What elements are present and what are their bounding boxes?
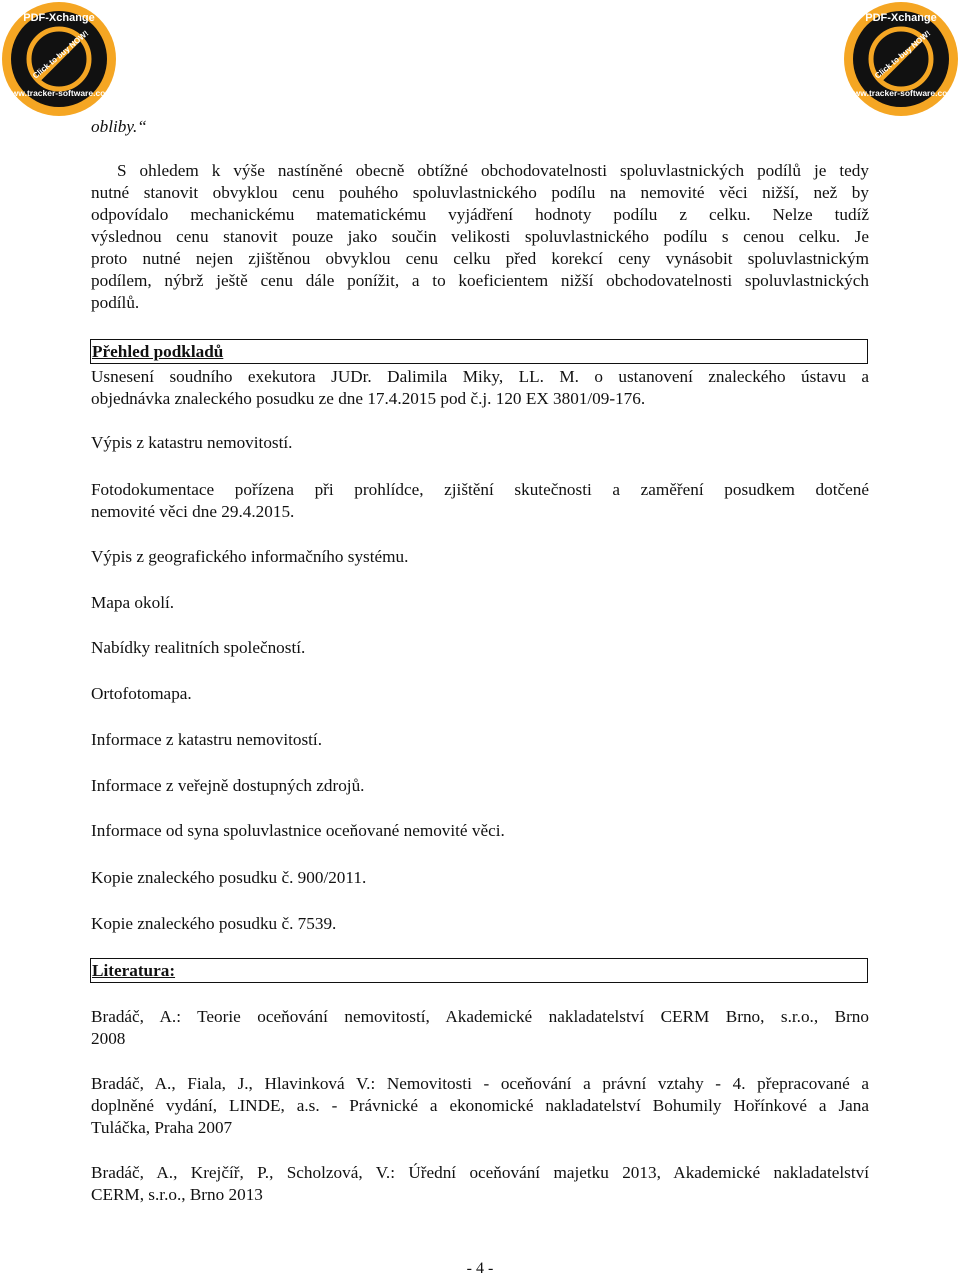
podklady-item: Kopie znaleckého posudku č. 900/2011. [91,868,367,887]
page-number: - 4 - [466,1260,494,1277]
literatura-ref-line: Bradáč, A., Krejčíř, P., Scholzová, V.: Úřední oceňování majetku 2013, Akademické nakladatelství [91,1163,869,1182]
intro-paragraph-line: proto nutné nejen zjištěnou obvyklou cenu celku před korekcí ceny vynásobit spoluvlastnickým [91,249,869,268]
podklady-heading [90,339,868,364]
intro-paragraph-line: nutné stanovit obvyklou cenu pouhého spoluvlastnického podílu na nemovité věci nižší, než by [91,183,869,202]
literatura-ref-line: Tuláčka, Praha 2007 [91,1118,233,1137]
podklady-item: Mapa okolí. [91,593,175,612]
podklady-item: Výpis z geografického informačního systému. [91,547,409,566]
podklady-item: Informace od syna spoluvlastnice oceňované nemovité věci. [91,821,505,840]
intro-paragraph-line: podílů. [91,293,140,312]
badge-brand: PDF-Xchange [865,12,937,24]
intro-paragraph-line: S ohledem k výše nastíněné obecně obtížné obchodovatelnosti spoluvlastnických podílů je tedy [117,161,869,180]
podklady-heading-text: Přehled podkladů [92,342,224,361]
literatura-heading [90,958,868,983]
podklady-item: Výpis z katastru nemovitostí. [91,433,293,452]
badge-click-text: Click to buy NOW! [873,28,933,81]
intro-paragraph-line: výslednou cenu stanovit pouze jako součin velikosti spoluvlastnického podílu s cenou celku. Je [91,227,869,246]
literatura-ref-line: Bradáč, A., Fiala, J., Hlavinková V.: Nemovitosti - oceňování a právní vztahy - 4. přepracované a [91,1074,869,1093]
badge-url: www.tracker-software.com [847,88,955,98]
podklady-item-line: Usnesení soudního exekutora JUDr. Dalimila Miky, LL. M. o ustanovení znaleckého ústavu a [91,367,869,386]
badge-brand: PDF-Xchange [23,12,95,24]
pdf-xchange-badge-right[interactable] [842,0,960,118]
literatura-ref-line: doplněné vydání, LINDE, a.s. - Právnické a ekonomické nakladatelství Bohumily Hořínkové a Jana [91,1096,869,1115]
badge-click-text: Click to buy NOW! [31,28,91,81]
podklady-item: Ortofotomapa. [91,684,192,703]
podklady-item-line: Fotodokumentace pořízena při prohlídce, zjištění skutečnosti a zaměření posudkem dotčené [91,480,869,499]
literatura-ref-line: CERM, s.r.o., Brno 2013 [91,1185,263,1204]
intro-paragraph-line: podílem, nýbrž ještě cenu dále ponížit, a to koeficientem nižší obchodovatelnosti spoluvlastnických [91,271,869,290]
podklady-item-line: objednávka znaleckého posudku ze dne 17.4.2015 pod č.j. 120 EX 3801/09-176. [91,389,646,408]
badge-url: www.tracker-software.com [5,88,113,98]
pdf-xchange-badge-left[interactable] [0,0,118,118]
podklady-item-line: nemovité věci dne 29.4.2015. [91,502,295,521]
literatura-ref-line: Bradáč, A.: Teorie oceňování nemovitostí, Akademické nakladatelství CERM Brno, s.r.o., Brno [91,1007,869,1026]
intro-paragraph-line: odpovídalo mechanickému matematickému vyjádření hodnoty podílu z celku. Nelze tudíž [91,205,869,224]
intro-top-line: obliby.“ [91,117,147,136]
podklady-item: Informace z katastru nemovitostí. [91,730,322,749]
podklady-item: Informace z veřejně dostupných zdrojů. [91,776,365,795]
literatura-heading-text: Literatura: [92,961,176,980]
literatura-ref-line: 2008 [91,1029,126,1048]
podklady-item: Kopie znaleckého posudku č. 7539. [91,914,337,933]
podklady-item: Nabídky realitních společností. [91,638,306,657]
